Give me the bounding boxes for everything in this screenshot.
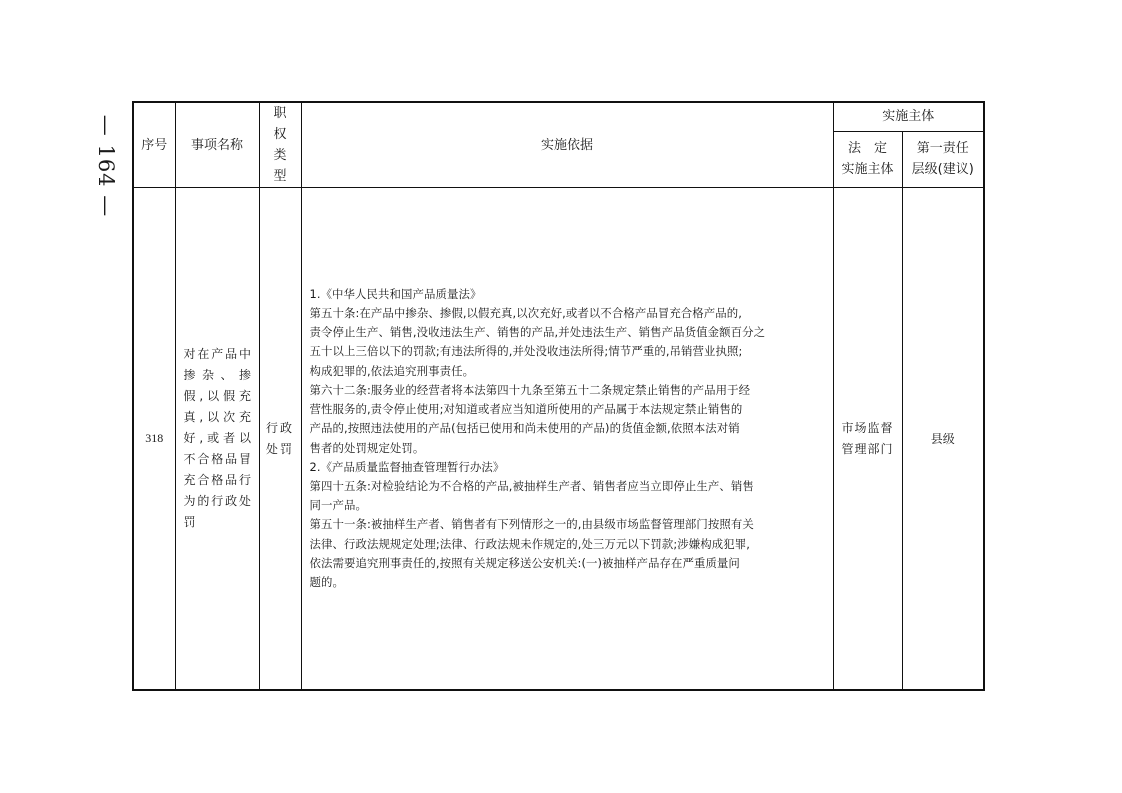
- header-item-name: 事项名称: [175, 102, 259, 188]
- basis-line: 五十以上三倍以下的罚款;有违法所得的,并处没收违法所得;情节严重的,吊销营业执照;: [309, 344, 743, 359]
- basis-line: 构成犯罪的,依法追究刑事责任。: [309, 363, 475, 378]
- basis-line: 1.《中华人民共和国产品质量法》: [309, 286, 482, 301]
- header-legal-subject: 法 定 实施主体: [833, 131, 902, 187]
- row-item-name: 对在产品中掺杂、掺假,以假充真,以次充好,或者以不合格品冒充合格品行为的行政处罚: [175, 188, 259, 691]
- basis-line: 产品的,按照违法使用的产品(包括已使用和尚未使用的产品)的货值金额,依照本法对销: [309, 421, 740, 436]
- basis-line: 第六十二条:服务业的经营者将本法第四十九条至第五十二条规定禁止销售的产品用于经: [309, 382, 751, 397]
- basis-line: 第五十一条:被抽样生产者、销售者有下列情形之一的,由县级市场监督管理部门按照有关: [309, 517, 754, 532]
- page-number-text: — 164 —: [94, 114, 118, 218]
- basis-line: 第五十条:在产品中掺杂、掺假,以假充真,以次充好,或者以不合格产品冒充合格产品的,: [309, 306, 742, 321]
- row-seq: 318: [133, 188, 175, 691]
- basis-line: 法律、行政法规规定处理;法律、行政法规未作规定的,处三万元以下罚款;涉嫌构成犯罪,: [309, 536, 750, 551]
- basis-line: 责令停止生产、销售,没收违法生产、销售的产品,并处违法生产、销售产品货值金额百分之: [309, 325, 766, 340]
- basis-line: 题的。: [309, 574, 344, 589]
- header-basis: 实施依据: [301, 102, 833, 188]
- header-authority-type: 职权类型: [259, 102, 301, 188]
- basis-line: 第四十五条:对检验结论为不合格的产品,被抽样生产者、销售者应当立即停止生产、销售: [309, 478, 754, 493]
- basis-line: 营性服务的,责令停止使用;对知道或者应当知道所使用的产品属于本法规定禁止销售的: [309, 402, 743, 417]
- row-basis: [301, 188, 833, 691]
- table-row: [133, 188, 984, 691]
- basis-line: 同一产品。: [309, 498, 367, 513]
- basis-line: 售者的处罚规定处罚。: [309, 440, 425, 455]
- row-legal-subject: 市场监督管理部门: [833, 188, 902, 691]
- basis-line: 依法需要追究刑事责任的,按照有关规定移送公安机关:(一)被抽样产品存在严重质量问: [309, 555, 740, 570]
- basis-line: 2.《产品质量监督抽查管理暂行办法》: [309, 459, 505, 474]
- row-authority-type: 行政处罚: [259, 188, 301, 691]
- header-responsibility-level: 第一责任 层级(建议): [902, 131, 984, 187]
- header-seq: 序号: [133, 102, 175, 188]
- header-subject-group: 实施主体: [833, 102, 984, 131]
- authority-table: [132, 101, 985, 691]
- page-number: [88, 114, 124, 218]
- row-responsibility-level: 县级: [902, 188, 984, 691]
